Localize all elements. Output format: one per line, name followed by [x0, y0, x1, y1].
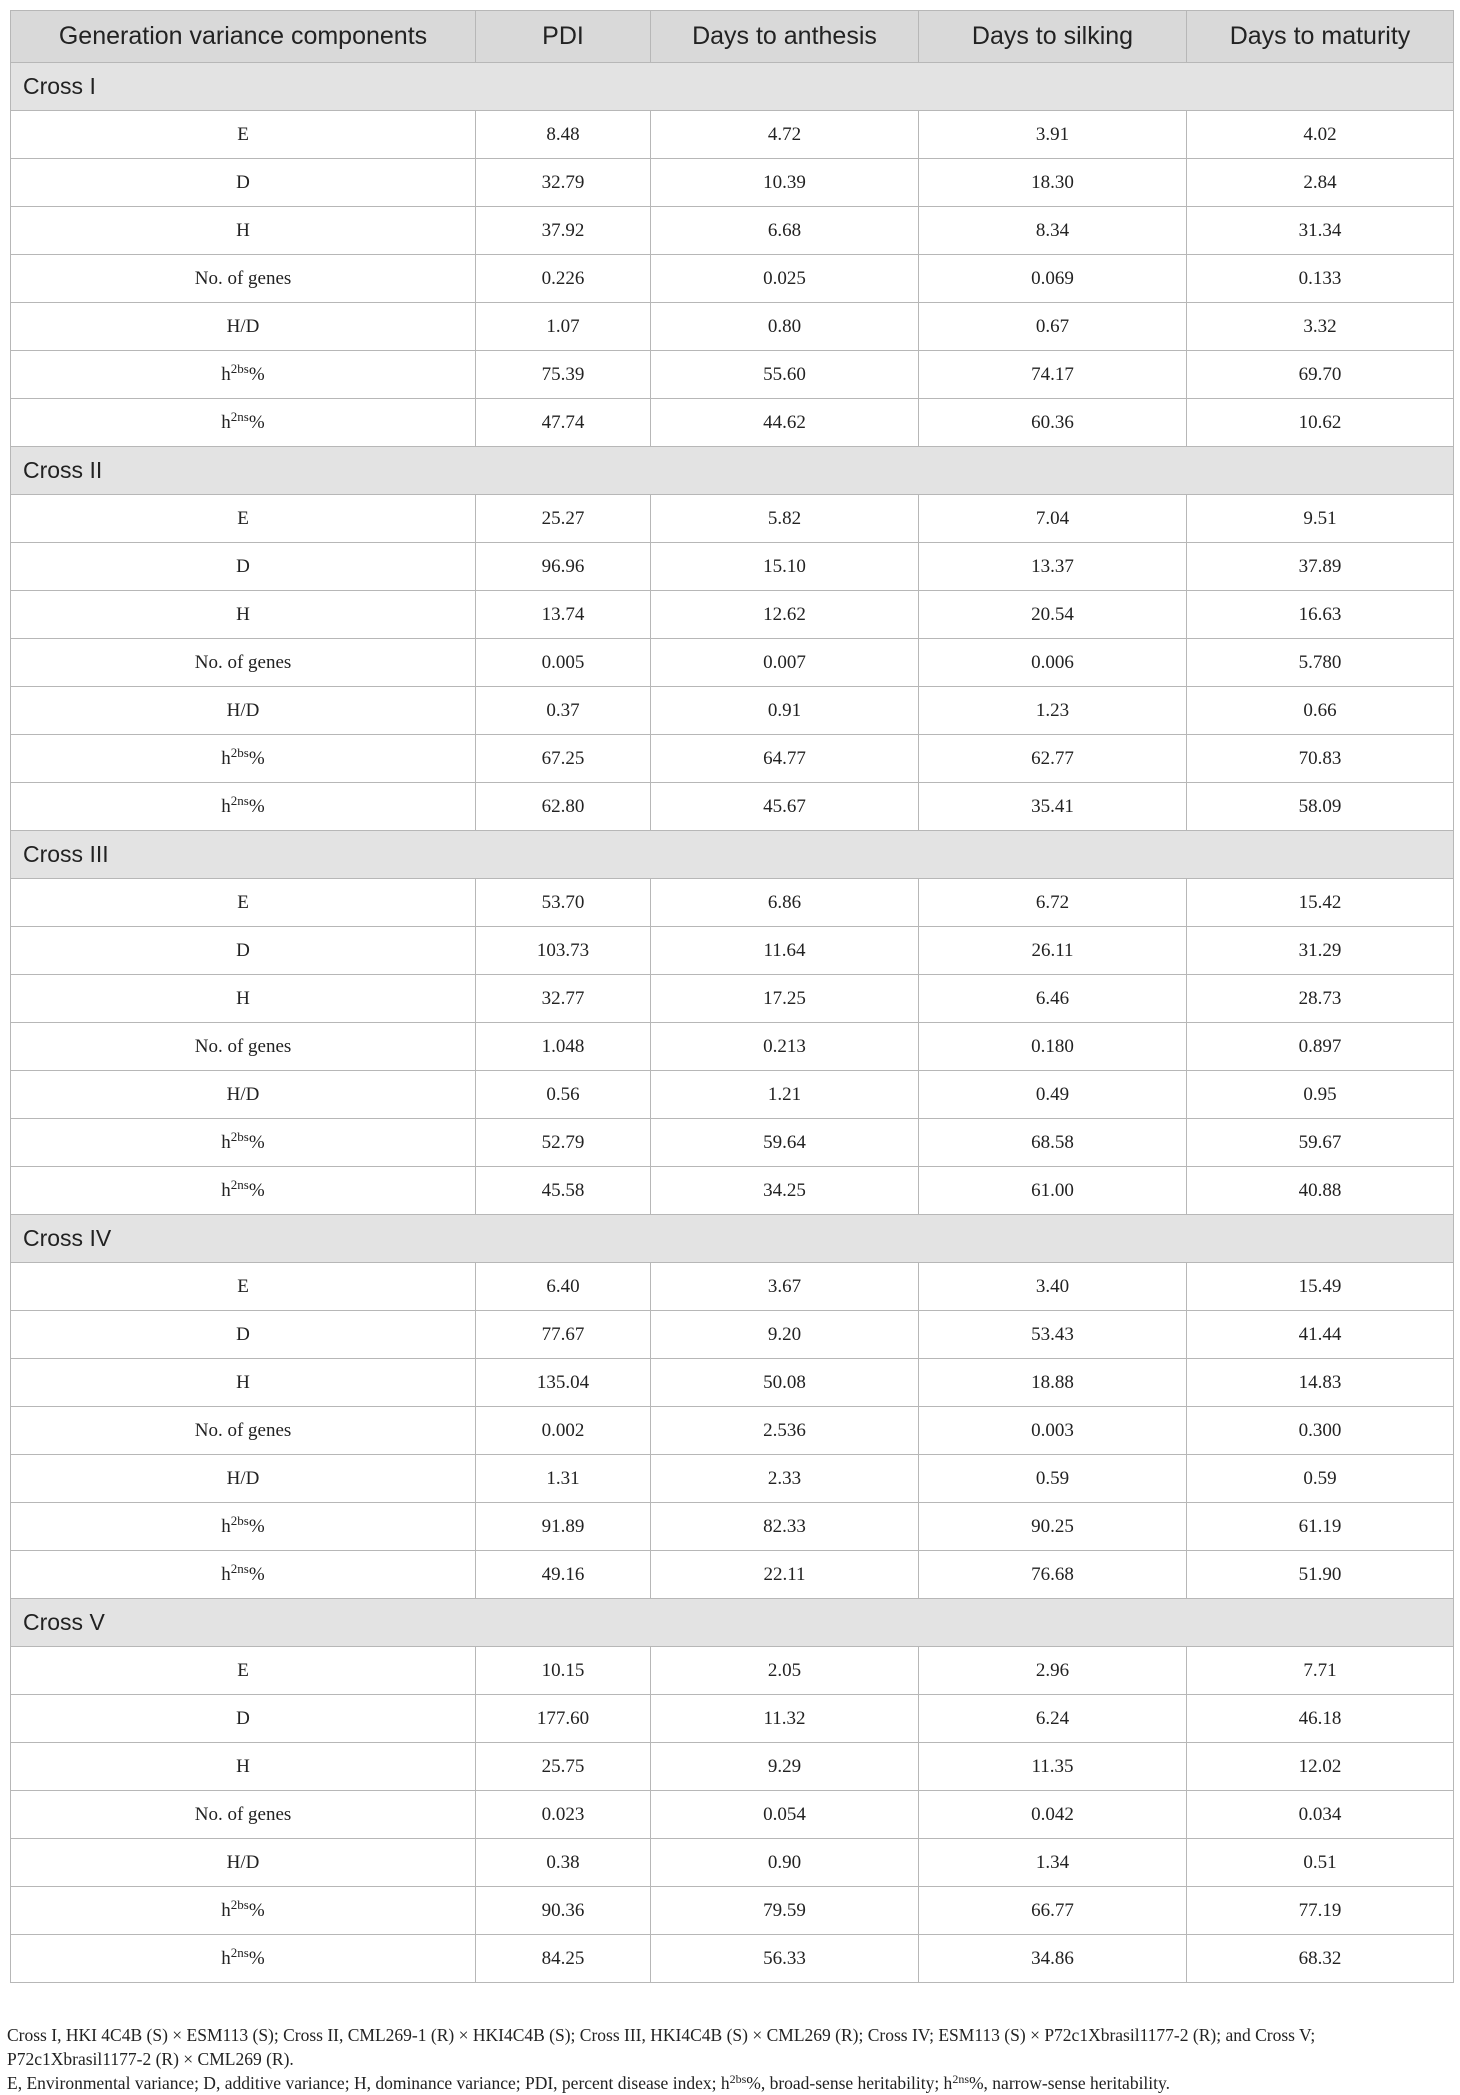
- table-cell: 14.83: [1187, 1359, 1454, 1407]
- header-days-to-silking: Days to silking: [919, 11, 1187, 63]
- section-row: [11, 63, 1454, 111]
- footnote-crosses: Cross I, HKI 4C4B (S) × ESM113 (S); Cross II, CML269-1 (R) × HKI4C4B (S); Cross III, HKI4C4B (S) × CML269 (R); Cross IV; ESM113 (S) × P72c1Xbrasil1177-2 (R); and Cross V; P72c1Xbrasil1177-2 (R) × CML269 (R).: [7, 2025, 1316, 2069]
- row-label: D: [11, 1311, 476, 1359]
- table-cell: 84.25: [476, 1935, 651, 1983]
- section-title: Cross II: [11, 447, 1454, 495]
- table-cell: 64.77: [651, 735, 919, 783]
- table-cell: 0.59: [1187, 1455, 1454, 1503]
- table-cell: 40.88: [1187, 1167, 1454, 1215]
- table-cell: 0.226: [476, 255, 651, 303]
- table-cell: 10.15: [476, 1647, 651, 1695]
- table-cell: 15.42: [1187, 879, 1454, 927]
- row-label: E: [11, 1263, 476, 1311]
- table-row: [11, 1503, 1454, 1551]
- table-cell: 67.25: [476, 735, 651, 783]
- table-cell: 5.82: [651, 495, 919, 543]
- table-cell: 11.64: [651, 927, 919, 975]
- table-cell: 0.67: [919, 303, 1187, 351]
- table-row: [11, 735, 1454, 783]
- table-row: [11, 1551, 1454, 1599]
- table-row: [11, 399, 1454, 447]
- table-cell: 2.96: [919, 1647, 1187, 1695]
- table-row: [11, 1695, 1454, 1743]
- table-row: [11, 207, 1454, 255]
- section-row: [11, 1215, 1454, 1263]
- table-cell: 28.73: [1187, 975, 1454, 1023]
- row-label: E: [11, 1647, 476, 1695]
- table-cell: 1.34: [919, 1839, 1187, 1887]
- row-label: H: [11, 207, 476, 255]
- table-body: [11, 63, 1454, 1983]
- table-cell: 0.003: [919, 1407, 1187, 1455]
- table-cell: 82.33: [651, 1503, 919, 1551]
- table-row: [11, 1119, 1454, 1167]
- row-label: D: [11, 543, 476, 591]
- table-cell: 31.29: [1187, 927, 1454, 975]
- table-cell: 15.49: [1187, 1263, 1454, 1311]
- table-row: [11, 1263, 1454, 1311]
- table-row: [11, 687, 1454, 735]
- table-cell: 66.77: [919, 1887, 1187, 1935]
- table-cell: 46.18: [1187, 1695, 1454, 1743]
- table-cell: 79.59: [651, 1887, 919, 1935]
- table-cell: 135.04: [476, 1359, 651, 1407]
- table-cell: 76.68: [919, 1551, 1187, 1599]
- table-cell: 3.91: [919, 111, 1187, 159]
- table-cell: 13.74: [476, 591, 651, 639]
- row-label: H: [11, 975, 476, 1023]
- table-cell: 1.23: [919, 687, 1187, 735]
- table-cell: 45.58: [476, 1167, 651, 1215]
- table-cell: 35.41: [919, 783, 1187, 831]
- table-cell: 2.05: [651, 1647, 919, 1695]
- table-cell: 13.37: [919, 543, 1187, 591]
- table-row: [11, 351, 1454, 399]
- table-cell: 34.86: [919, 1935, 1187, 1983]
- row-label: No. of genes: [11, 1023, 476, 1071]
- table-cell: 75.39: [476, 351, 651, 399]
- table-cell: 47.74: [476, 399, 651, 447]
- table-row: [11, 543, 1454, 591]
- table-cell: 20.54: [919, 591, 1187, 639]
- table-cell: 15.10: [651, 543, 919, 591]
- table-cell: 11.35: [919, 1743, 1187, 1791]
- table-cell: 6.86: [651, 879, 919, 927]
- row-label: No. of genes: [11, 1791, 476, 1839]
- table-cell: 7.04: [919, 495, 1187, 543]
- row-label: $h^{2bs}\%$: [11, 1503, 476, 1551]
- header-pdi: PDI: [476, 11, 651, 63]
- table-cell: 34.25: [651, 1167, 919, 1215]
- table-cell: 16.63: [1187, 591, 1454, 639]
- table-cell: 11.32: [651, 1695, 919, 1743]
- section-title: Cross IV: [11, 1215, 1454, 1263]
- table-cell: 0.005: [476, 639, 651, 687]
- table-footnotes: [7, 2023, 1452, 2095]
- table-cell: 52.79: [476, 1119, 651, 1167]
- table-cell: 0.91: [651, 687, 919, 735]
- table-cell: 0.213: [651, 1023, 919, 1071]
- table-cell: 0.069: [919, 255, 1187, 303]
- table-cell: 37.89: [1187, 543, 1454, 591]
- table-cell: 10.62: [1187, 399, 1454, 447]
- row-label: H/D: [11, 1071, 476, 1119]
- table-cell: 61.00: [919, 1167, 1187, 1215]
- table-cell: 1.21: [651, 1071, 919, 1119]
- table-cell: 4.72: [651, 111, 919, 159]
- table-cell: 5.780: [1187, 639, 1454, 687]
- table-row: [11, 1359, 1454, 1407]
- table-cell: 22.11: [651, 1551, 919, 1599]
- table-cell: 91.89: [476, 1503, 651, 1551]
- table-cell: 103.73: [476, 927, 651, 975]
- table-cell: 74.17: [919, 351, 1187, 399]
- table-cell: 0.023: [476, 1791, 651, 1839]
- section-row: [11, 831, 1454, 879]
- table-header: [11, 11, 1454, 63]
- table-row: [11, 1455, 1454, 1503]
- row-label: $h^{2bs}\%$: [11, 1119, 476, 1167]
- table-row: [11, 495, 1454, 543]
- table-row: [11, 1407, 1454, 1455]
- table-cell: 53.70: [476, 879, 651, 927]
- table-row: [11, 927, 1454, 975]
- table-cell: 6.68: [651, 207, 919, 255]
- table-cell: 2.536: [651, 1407, 919, 1455]
- section-title: Cross I: [11, 63, 1454, 111]
- table-cell: 51.90: [1187, 1551, 1454, 1599]
- row-label: H: [11, 1359, 476, 1407]
- table-row: [11, 975, 1454, 1023]
- table-cell: 2.33: [651, 1455, 919, 1503]
- table-cell: 8.48: [476, 111, 651, 159]
- table-row: [11, 255, 1454, 303]
- row-label: H/D: [11, 303, 476, 351]
- row-label: H/D: [11, 1839, 476, 1887]
- table-cell: 37.92: [476, 207, 651, 255]
- table-cell: 1.048: [476, 1023, 651, 1071]
- table-cell: 0.002: [476, 1407, 651, 1455]
- table-cell: 68.58: [919, 1119, 1187, 1167]
- row-label: $h^{2bs}\%$: [11, 351, 476, 399]
- table-cell: 3.67: [651, 1263, 919, 1311]
- row-label: H: [11, 1743, 476, 1791]
- table-cell: 0.006: [919, 639, 1187, 687]
- table-cell: 31.34: [1187, 207, 1454, 255]
- table-cell: 12.02: [1187, 1743, 1454, 1791]
- table-cell: 53.43: [919, 1311, 1187, 1359]
- table-cell: 0.51: [1187, 1839, 1454, 1887]
- table-cell: 0.133: [1187, 255, 1454, 303]
- table-cell: 32.77: [476, 975, 651, 1023]
- table-cell: 9.51: [1187, 495, 1454, 543]
- table-cell: 56.33: [651, 1935, 919, 1983]
- table-cell: 0.897: [1187, 1023, 1454, 1071]
- table-cell: 55.60: [651, 351, 919, 399]
- table-cell: 90.36: [476, 1887, 651, 1935]
- table-cell: 0.034: [1187, 1791, 1454, 1839]
- table-cell: 59.67: [1187, 1119, 1454, 1167]
- row-label: $h^{2bs}\%$: [11, 735, 476, 783]
- table-cell: 8.34: [919, 207, 1187, 255]
- table-cell: 0.007: [651, 639, 919, 687]
- section-title: Cross III: [11, 831, 1454, 879]
- table-cell: 12.62: [651, 591, 919, 639]
- row-label: $h^{2ns}\%$: [11, 1935, 476, 1983]
- table-cell: 50.08: [651, 1359, 919, 1407]
- table-row: [11, 1743, 1454, 1791]
- table-cell: 0.38: [476, 1839, 651, 1887]
- table-cell: 44.62: [651, 399, 919, 447]
- table-cell: 0.80: [651, 303, 919, 351]
- table-cell: 96.96: [476, 543, 651, 591]
- table-cell: 0.95: [1187, 1071, 1454, 1119]
- table-cell: 0.37: [476, 687, 651, 735]
- table-cell: 18.30: [919, 159, 1187, 207]
- table-cell: 4.02: [1187, 111, 1454, 159]
- header-days-to-maturity: Days to maturity: [1187, 11, 1454, 63]
- table-cell: 0.90: [651, 1839, 919, 1887]
- table-cell: 70.83: [1187, 735, 1454, 783]
- table-row: [11, 1071, 1454, 1119]
- variance-table: [10, 10, 1454, 1983]
- row-label: No. of genes: [11, 255, 476, 303]
- table-cell: 0.59: [919, 1455, 1187, 1503]
- header-days-to-anthesis: Days to anthesis: [651, 11, 919, 63]
- table-cell: 6.24: [919, 1695, 1187, 1743]
- row-label: H: [11, 591, 476, 639]
- table-cell: 0.56: [476, 1071, 651, 1119]
- row-label: H/D: [11, 1455, 476, 1503]
- table-cell: 77.67: [476, 1311, 651, 1359]
- table-row: [11, 1791, 1454, 1839]
- table-row: [11, 1167, 1454, 1215]
- row-label: $h^{2ns}\%$: [11, 1551, 476, 1599]
- table-cell: 58.09: [1187, 783, 1454, 831]
- section-row: [11, 447, 1454, 495]
- table-cell: 77.19: [1187, 1887, 1454, 1935]
- row-label: D: [11, 159, 476, 207]
- row-label: H/D: [11, 687, 476, 735]
- section-title: Cross V: [11, 1599, 1454, 1647]
- table-row: [11, 303, 1454, 351]
- row-label: E: [11, 495, 476, 543]
- table-cell: 6.46: [919, 975, 1187, 1023]
- row-label: No. of genes: [11, 639, 476, 687]
- header-row: [11, 11, 1454, 63]
- table-cell: 0.025: [651, 255, 919, 303]
- section-row: [11, 1599, 1454, 1647]
- table-cell: 3.32: [1187, 303, 1454, 351]
- table-cell: 1.07: [476, 303, 651, 351]
- table-cell: 0.042: [919, 1791, 1187, 1839]
- table-row: [11, 1311, 1454, 1359]
- table-row: [11, 1647, 1454, 1695]
- row-label: $h^{2ns}\%$: [11, 399, 476, 447]
- table-row: [11, 1839, 1454, 1887]
- table-cell: 18.88: [919, 1359, 1187, 1407]
- table-cell: 6.40: [476, 1263, 651, 1311]
- row-label: D: [11, 927, 476, 975]
- table-row: [11, 1887, 1454, 1935]
- row-label: $h^{2bs}\%$: [11, 1887, 476, 1935]
- table-cell: 0.300: [1187, 1407, 1454, 1455]
- table-row: [11, 1935, 1454, 1983]
- table-row: [11, 1023, 1454, 1071]
- table-row: [11, 111, 1454, 159]
- table-row: [11, 783, 1454, 831]
- table-cell: 9.29: [651, 1743, 919, 1791]
- table-cell: 62.80: [476, 783, 651, 831]
- table-cell: 25.75: [476, 1743, 651, 1791]
- table-cell: 61.19: [1187, 1503, 1454, 1551]
- table-cell: 9.20: [651, 1311, 919, 1359]
- table-cell: 0.49: [919, 1071, 1187, 1119]
- table-cell: 26.11: [919, 927, 1187, 975]
- row-label: D: [11, 1695, 476, 1743]
- table-cell: 25.27: [476, 495, 651, 543]
- table-cell: 41.44: [1187, 1311, 1454, 1359]
- table-cell: 49.16: [476, 1551, 651, 1599]
- row-label: No. of genes: [11, 1407, 476, 1455]
- table-row: [11, 159, 1454, 207]
- table-cell: 90.25: [919, 1503, 1187, 1551]
- header-components: Generation variance components: [11, 11, 476, 63]
- table-cell: 62.77: [919, 735, 1187, 783]
- table-cell: 0.054: [651, 1791, 919, 1839]
- table-cell: 17.25: [651, 975, 919, 1023]
- table-cell: 45.67: [651, 783, 919, 831]
- table-cell: 69.70: [1187, 351, 1454, 399]
- table-row: [11, 879, 1454, 927]
- row-label: $h^{2ns}\%$: [11, 1167, 476, 1215]
- table-cell: 68.32: [1187, 1935, 1454, 1983]
- table-cell: 177.60: [476, 1695, 651, 1743]
- table-cell: 10.39: [651, 159, 919, 207]
- table-container: [10, 10, 1453, 1983]
- table-cell: 0.180: [919, 1023, 1187, 1071]
- table-cell: 7.71: [1187, 1647, 1454, 1695]
- row-label: $h^{2ns}\%$: [11, 783, 476, 831]
- table-cell: 0.66: [1187, 687, 1454, 735]
- table-cell: 59.64: [651, 1119, 919, 1167]
- row-label: E: [11, 879, 476, 927]
- table-cell: 2.84: [1187, 159, 1454, 207]
- table-cell: 32.79: [476, 159, 651, 207]
- table-cell: 3.40: [919, 1263, 1187, 1311]
- table-cell: 1.31: [476, 1455, 651, 1503]
- footnote-abbreviations: E, Environmental variance; D, additive variance; H, dominance variance; PDI, percent disease index; $h^{2bs}\%$, broad-sense heritability; $h^{2ns}\%$, narrow-sense heritability.: [7, 2072, 1171, 2093]
- table-row: [11, 639, 1454, 687]
- table-row: [11, 591, 1454, 639]
- table-cell: 60.36: [919, 399, 1187, 447]
- table-cell: 6.72: [919, 879, 1187, 927]
- row-label: E: [11, 111, 476, 159]
